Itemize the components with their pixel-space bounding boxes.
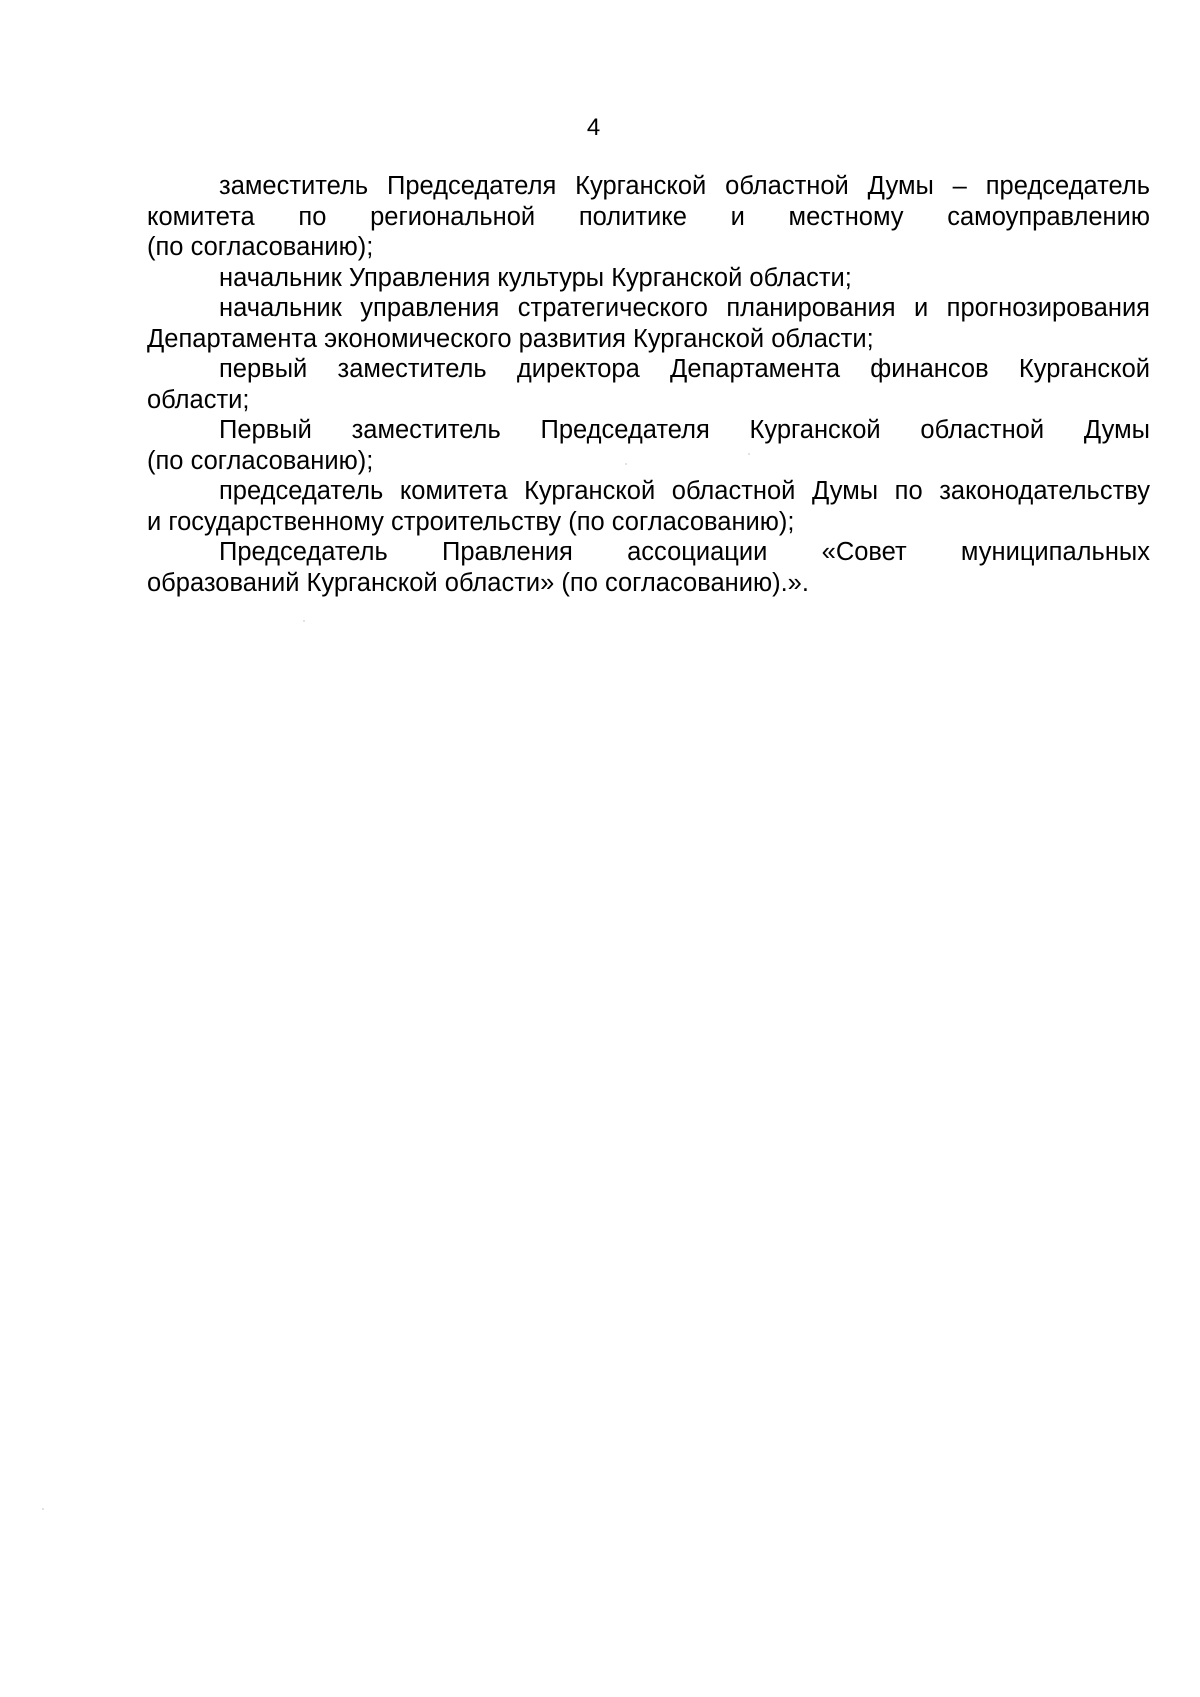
document-body [147, 171, 1150, 598]
text-line: начальник управления стратегического планирования и прогнозирования [219, 294, 1150, 322]
paragraph [147, 263, 1150, 294]
text-line: комитета по региональной политике и местному самоуправлению [147, 202, 1150, 231]
text-line: (по согласованию); [147, 446, 374, 475]
text-line: заместитель Председателя Курганской областной Думы – председатель [219, 172, 1150, 200]
paragraph [147, 415, 1150, 476]
scan-speck [625, 463, 627, 465]
page-number: 4 [586, 114, 601, 141]
scan-speck [748, 453, 750, 455]
paragraph [147, 476, 1150, 537]
text-line: образований Курганской области» (по согласованию).». [147, 568, 809, 597]
scan-speck [303, 620, 305, 622]
text-line: и государственному строительству (по согласованию); [147, 507, 795, 536]
scan-speck [42, 1508, 44, 1510]
paragraph [147, 537, 1150, 598]
text-line: первый заместитель директора Департамента финансов Курганской [219, 355, 1150, 383]
text-line: Первый заместитель Председателя Курганской областной Думы [219, 416, 1150, 444]
text-line: Председатель Правления ассоциации «Совет муниципальных [219, 538, 1150, 566]
text-line: начальник Управления культуры Курганской области; [219, 263, 852, 292]
text-line: (по согласованию); [147, 233, 374, 261]
text-line: председатель комитета Курганской областной Думы по законодательству [219, 477, 1150, 505]
paragraph [147, 171, 1150, 263]
text-line: Департамента экономического развития Курганской области; [147, 324, 874, 353]
paragraph [147, 354, 1150, 415]
text-line: области; [147, 385, 250, 414]
paragraph [147, 293, 1150, 354]
